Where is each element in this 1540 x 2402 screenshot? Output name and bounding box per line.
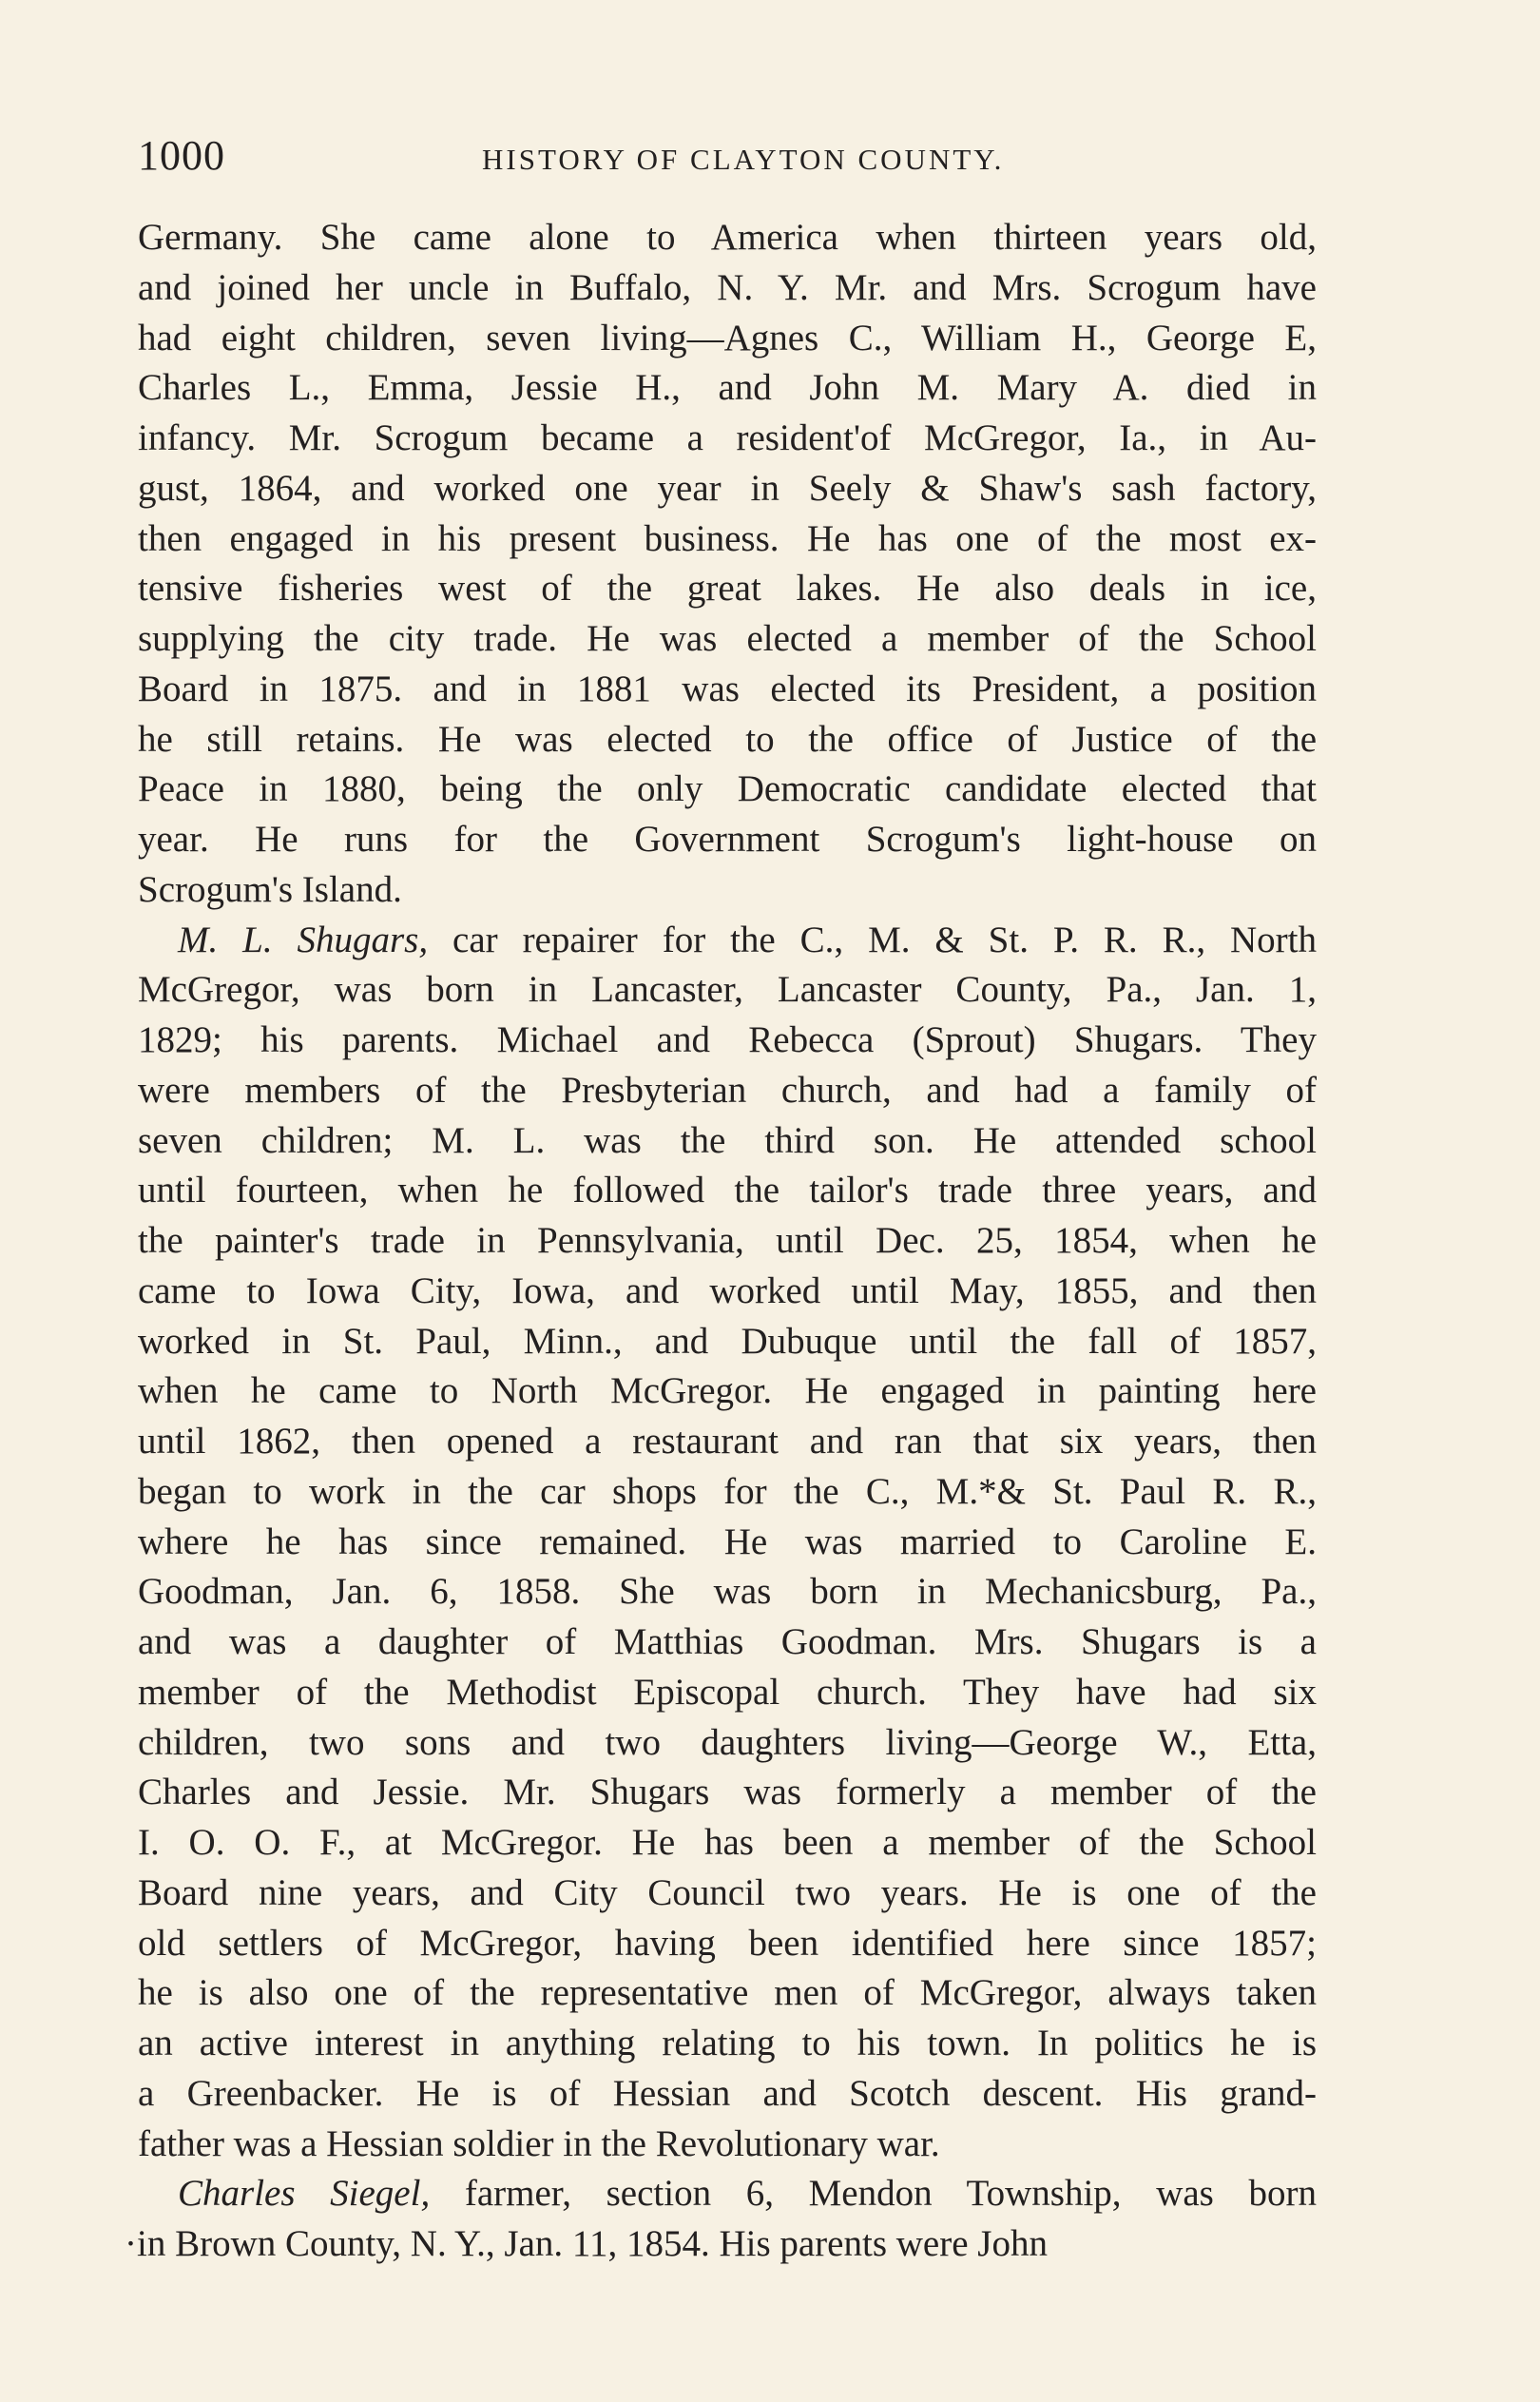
biography-name: Charles Siegel, xyxy=(178,2173,431,2215)
line-text: car repairer for the C., M. & St. P. R. R., North xyxy=(428,919,1317,960)
text-line xyxy=(138,314,1317,364)
paragraph xyxy=(125,2169,1317,2270)
text-line xyxy=(138,865,1317,916)
text-line xyxy=(138,965,1317,1016)
line-text: an active interest in anything relating to his town. In politics he is xyxy=(138,2023,1317,2063)
text-line xyxy=(138,2069,1317,2120)
line-text: when he came to North McGregor. He engaged in painting here xyxy=(138,1370,1317,1412)
text-line xyxy=(138,1617,1317,1668)
text-line xyxy=(138,1818,1317,1869)
line-text: he is also one of the representative men of McGregor, always taken xyxy=(138,1972,1317,2014)
line-text: farmer, section 6, Mendon Township, was born xyxy=(430,2173,1317,2215)
text-line xyxy=(138,1417,1317,1467)
line-text: Charles and Jessie. Mr. Shugars was formerly a member of the xyxy=(138,1772,1317,1813)
line-text: until fourteen, when he followed the tailor's trade three years, and xyxy=(138,1170,1317,1211)
text-line xyxy=(138,1116,1317,1167)
text-line xyxy=(138,715,1317,765)
page-number: 1000 xyxy=(138,132,225,179)
line-text: ·in Brown County, N. Y., Jan. 11, 1854. His parents were John xyxy=(125,2223,1048,2264)
line-text: had eight children, seven living—Agnes C., William H., George E, xyxy=(138,317,1317,358)
line-text: were members of the Presbyterian church, and had a family of xyxy=(138,1069,1317,1111)
text-line xyxy=(138,1919,1317,1969)
text-line xyxy=(138,1267,1317,1317)
line-text: old settlers of McGregor, having been identified here since 1857; xyxy=(138,1922,1317,1964)
paragraph xyxy=(138,916,1317,2170)
paragraph xyxy=(138,213,1317,916)
text-line xyxy=(138,1768,1317,1818)
text-line xyxy=(138,1317,1317,1367)
line-text: where he has since remained. He was married to Caroline E. xyxy=(138,1521,1317,1562)
text-line xyxy=(138,815,1317,865)
text-line xyxy=(138,1467,1317,1518)
text-line xyxy=(138,614,1317,665)
line-text: 1829; his parents. Michael and Rebecca (Sprout) Shugars. They xyxy=(138,1019,1317,1060)
body-text xyxy=(125,213,1317,2270)
text-line xyxy=(138,916,1317,966)
text-line xyxy=(138,2169,1317,2219)
text-line xyxy=(138,1567,1317,1617)
line-text: and was a daughter of Matthias Goodman. Mrs. Shugars is a xyxy=(138,1621,1317,1662)
text-line xyxy=(138,263,1317,314)
line-text: Charles L., Emma, Jessie H., and John M. Mary A. died in xyxy=(138,367,1317,409)
text-line xyxy=(138,514,1317,565)
line-text: supplying the city trade. He was elected a member of the School xyxy=(138,618,1317,659)
text-line xyxy=(138,1066,1317,1116)
text-line xyxy=(138,665,1317,715)
line-text: then engaged in his present business. He has one of the most ex- xyxy=(138,517,1317,559)
running-head xyxy=(138,131,1317,188)
text-line xyxy=(125,2219,1317,2270)
line-text: tensive fisheries west of the great lakes. He also deals in ice, xyxy=(138,568,1317,610)
text-line xyxy=(138,363,1317,414)
text-line xyxy=(138,765,1317,815)
text-line xyxy=(138,1216,1317,1267)
running-title: HISTORY OF CLAYTON COUNTY. xyxy=(482,143,1005,176)
text-line xyxy=(138,564,1317,614)
line-text: the painter's trade in Pennsylvania, until Dec. 25, 1854, when he xyxy=(138,1220,1317,1261)
line-text: Board in 1875. and in 1881 was elected its President, a position xyxy=(138,668,1317,709)
text-line xyxy=(138,1366,1317,1417)
line-text: Goodman, Jan. 6, 1858. She was born in Mechanicsburg, Pa., xyxy=(138,1571,1317,1613)
biography-name: M. L. Shugars, xyxy=(178,919,429,960)
line-text: infancy. Mr. Scrogum became a resident'of McGregor, Ia., in Au- xyxy=(138,417,1317,458)
line-text: Germany. She came alone to America when thirteen years old, xyxy=(138,217,1317,258)
line-text: worked in St. Paul, Minn., and Dubuque until the fall of 1857, xyxy=(138,1320,1317,1362)
line-text: came to Iowa City, Iowa, and worked until May, 1855, and then xyxy=(138,1269,1317,1311)
line-text: Scrogum's Island. xyxy=(138,868,402,910)
line-text: Board nine years, and City Council two years. He is one of the xyxy=(138,1871,1317,1913)
line-text: children, two sons and two daughters living—George W., Etta, xyxy=(138,1721,1317,1763)
line-text: gust, 1864, and worked one year in Seely & Shaw's sash factory, xyxy=(138,467,1317,509)
line-text: and joined her uncle in Buffalo, N. Y. Mr. and Mrs. Scrogum have xyxy=(138,266,1317,308)
text-line xyxy=(138,213,1317,263)
text-line xyxy=(138,1166,1317,1216)
line-text: I. O. O. F., at McGregor. He has been a member of the School xyxy=(138,1822,1317,1863)
text-line xyxy=(138,2019,1317,2069)
text-line xyxy=(138,464,1317,514)
text-line xyxy=(138,1869,1317,1919)
line-text: seven children; M. L. was the third son. He attended school xyxy=(138,1119,1317,1161)
line-text: a Greenbacker. He is of Hessian and Scotch descent. His grand- xyxy=(138,2072,1317,2114)
line-text: year. He runs for the Government Scrogum's light-house on xyxy=(138,819,1317,860)
line-text: he still retains. He was elected to the office of Justice of the xyxy=(138,718,1317,760)
text-line xyxy=(138,1718,1317,1769)
text-line xyxy=(138,1968,1317,2019)
line-text: father was a Hessian soldier in the Revolutionary war. xyxy=(138,2122,940,2164)
text-line xyxy=(138,1668,1317,1718)
line-text: Peace in 1880, being the only Democratic candidate elected that xyxy=(138,768,1317,810)
text-line xyxy=(138,2120,1317,2170)
line-text: until 1862, then opened a restaurant and ran that six years, then xyxy=(138,1421,1317,1462)
text-line xyxy=(138,414,1317,464)
line-text: began to work in the car shops for the C., M.*& St. Paul R. R., xyxy=(138,1470,1317,1512)
text-line xyxy=(138,1518,1317,1568)
line-text: member of the Methodist Episcopal church. They have had six xyxy=(138,1671,1317,1713)
text-line xyxy=(138,1016,1317,1066)
line-text: McGregor, was born in Lancaster, Lancaster County, Pa., Jan. 1, xyxy=(138,969,1317,1011)
